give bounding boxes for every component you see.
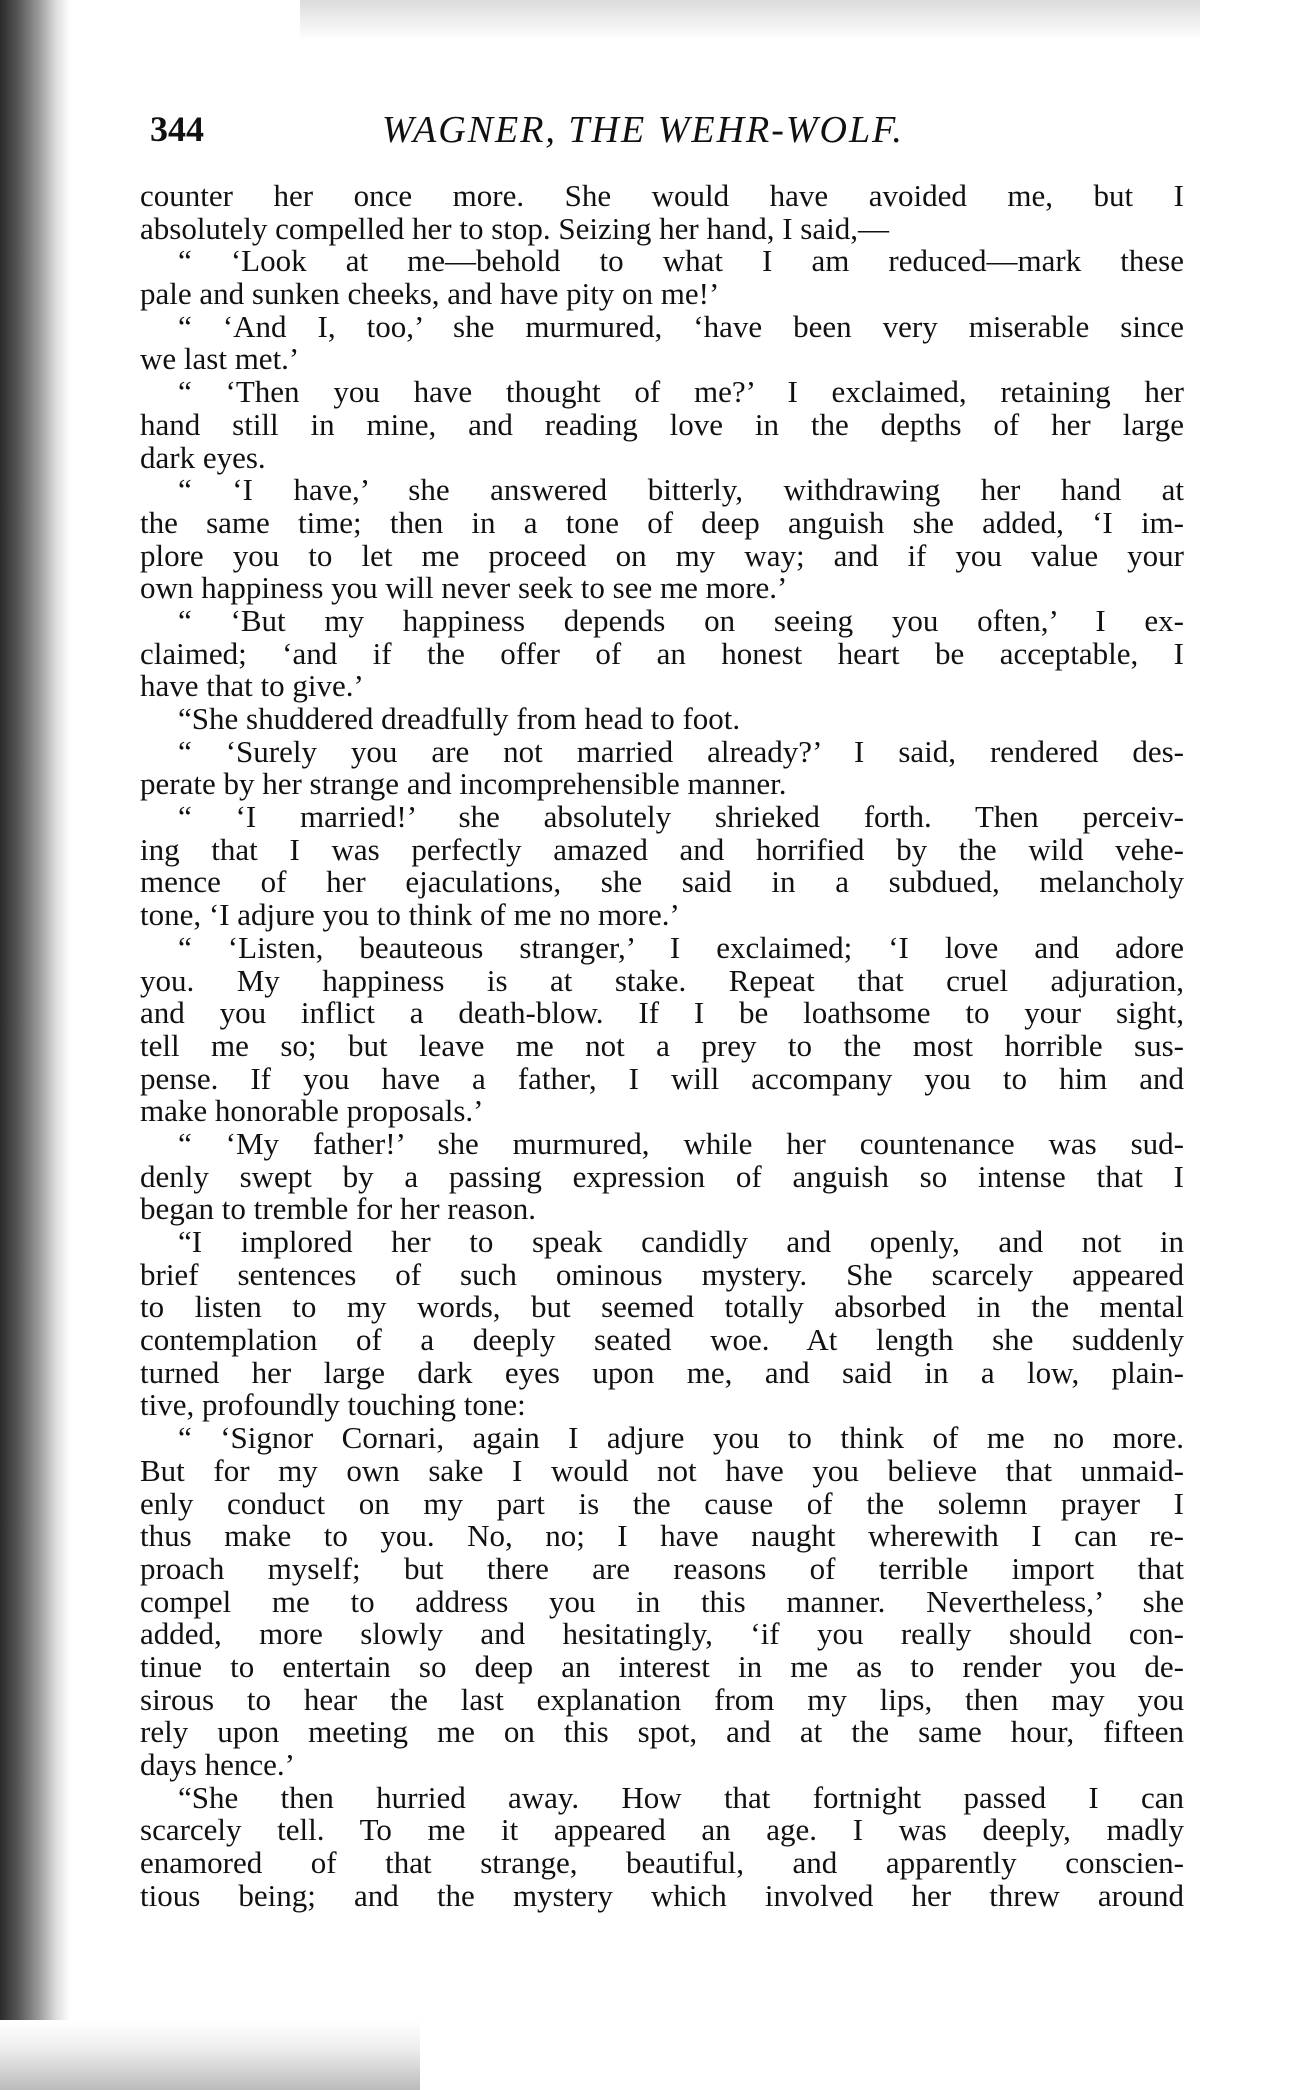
text-line: hand still in mine, and reading love in the depths of her large <box>140 406 1184 442</box>
page-body-text <box>140 180 1184 1912</box>
text-line: claimed; ‘and if the offer of an honest heart be acceptable, I <box>140 635 1184 671</box>
text-line: own happiness you will never seek to see me more.’ <box>140 570 788 606</box>
text-line: plore you to let me proceed on my way; and if you value your <box>140 537 1184 573</box>
text-line: “ ‘Signor Cornari, again I adjure you to think of me no more. <box>178 1420 1184 1456</box>
text-line: pale and sunken cheeks, and have pity on me!’ <box>140 276 720 312</box>
text-line: we last met.’ <box>140 341 300 377</box>
text-line: perate by her strange and incomprehensible manner. <box>140 766 787 802</box>
text-line: tious being; and the mystery which involved her threw around <box>140 1877 1184 1913</box>
text-line: “ ‘Surely you are not married already?’ I said, rendered des- <box>178 733 1184 769</box>
scanned-page-edge <box>0 0 70 2090</box>
text-line: counter her once more. She would have avoided me, but I <box>140 178 1184 213</box>
text-line: tone, ‘I adjure you to think of me no more.’ <box>140 897 680 933</box>
text-line: “She shuddered dreadfully from head to foot. <box>178 701 741 736</box>
scanned-page-top-edge <box>300 0 1200 40</box>
text-line: “She then hurried away. How that fortnight passed I can <box>178 1779 1184 1815</box>
text-line: “ ‘Then you have thought of me?’ I exclaimed, retaining her <box>178 374 1184 410</box>
text-line: dark eyes. <box>140 439 266 475</box>
text-line: “I implored her to speak candidly and openly, and not in <box>178 1224 1184 1259</box>
text-line: scarcely tell. To me it appeared an age. I was deeply, madly <box>140 1812 1184 1848</box>
text-line: turned her large dark eyes upon me, and said in a low, plain- <box>140 1354 1184 1390</box>
text-line: “ ‘And I, too,’ she murmured, ‘have been very miserable since <box>178 308 1184 344</box>
text-line: “ ‘But my happiness depends on seeing you often,’ I ex- <box>178 602 1184 638</box>
text-line: rely upon meeting me on this spot, and at the same hour, fifteen <box>140 1714 1184 1750</box>
running-title: WAGNER, THE WEHR-WOLF. <box>382 109 904 151</box>
text-line: enly conduct on my part is the cause of the solemn prayer I <box>140 1485 1184 1521</box>
text-line: thus make to you. No, no; I have naught wherewith I can re- <box>140 1518 1184 1554</box>
text-line: days hence.’ <box>140 1747 295 1782</box>
text-line: ing that I was perfectly amazed and horrified by the wild vehe- <box>140 831 1184 867</box>
text-line: enamored of that strange, beautiful, and apparently conscien- <box>140 1845 1184 1881</box>
text-line: proach myself; but there are reasons of terrible import that <box>140 1550 1184 1586</box>
text-line: denly swept by a passing expression of anguish so intense that I <box>140 1158 1184 1194</box>
text-line: have that to give.’ <box>140 668 364 704</box>
text-line: you. My happiness is at stake. Repeat that cruel adjuration, <box>140 962 1184 998</box>
text-line: compel me to address you in this manner. Nevertheless,’ she <box>140 1583 1184 1619</box>
text-line: pense. If you have a father, I will accompany you to him and <box>140 1060 1184 1096</box>
text-line: But for my own sake I would not have you believe that unmaid- <box>140 1452 1184 1488</box>
text-line: make honorable proposals.’ <box>140 1093 484 1129</box>
scanned-page-bottom-edge <box>0 2020 420 2090</box>
text-line: “ ‘My father!’ she murmured, while her countenance was sud- <box>178 1125 1184 1161</box>
text-line: and you inflict a death-blow. If I be loathsome to your sight, <box>140 995 1184 1031</box>
text-line: sirous to hear the last explanation from my lips, then may you <box>140 1681 1184 1717</box>
text-line: tinue to entertain so deep an interest in me as to render you de- <box>140 1648 1184 1684</box>
page-number: 344 <box>150 109 204 149</box>
text-line: added, more slowly and hesitatingly, ‘if you really should con- <box>140 1616 1184 1652</box>
text-line: tive, profoundly touching tone: <box>140 1387 526 1423</box>
text-line: “ ‘Look at me—behold to what I am reduced—mark these <box>178 243 1184 279</box>
text-line: “ ‘I have,’ she answered bitterly, withdrawing her hand at <box>178 472 1184 508</box>
text-line: tell me so; but leave me not a prey to the most horrible sus- <box>140 1027 1184 1063</box>
running-header <box>150 108 1180 158</box>
text-line: contemplation of a deeply seated woe. At length she suddenly <box>140 1322 1184 1358</box>
text-line: “ ‘Listen, beauteous stranger,’ I exclaimed; ‘I love and adore <box>178 929 1184 965</box>
text-line: brief sentences of such ominous mystery. She scarcely appeared <box>140 1256 1184 1292</box>
text-line: began to tremble for her reason. <box>140 1191 536 1227</box>
text-line: the same time; then in a tone of deep anguish she added, ‘I im- <box>140 504 1184 540</box>
text-line: to listen to my words, but seemed totally absorbed in the mental <box>140 1289 1184 1325</box>
text-line: mence of her ejaculations, she said in a subdued, melancholy <box>140 864 1184 900</box>
text-line: “ ‘I married!’ she absolutely shrieked forth. Then perceiv- <box>178 799 1184 835</box>
text-line: absolutely compelled her to stop. Seizing her hand, I said,— <box>140 210 889 246</box>
